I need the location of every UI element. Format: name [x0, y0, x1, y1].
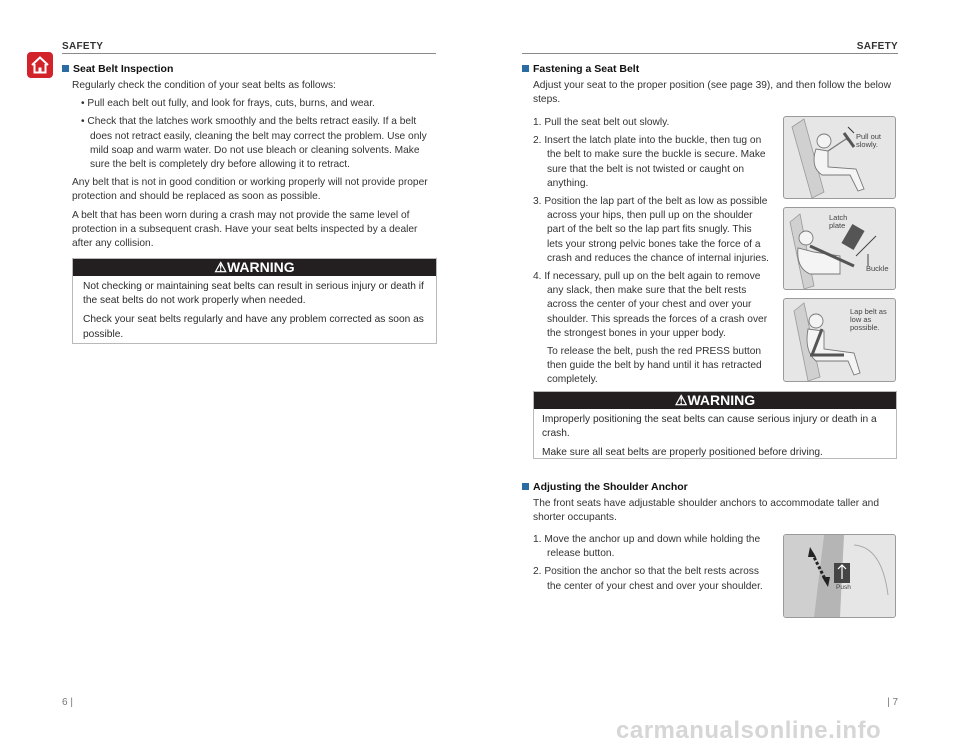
left-warning-text-2: Check your seat belts regularly and have any problem corrected as soon as possible.: [83, 314, 424, 340]
fastening-steps: [533, 116, 769, 388]
shoulder-anchor-illustration: [783, 534, 896, 618]
inspection-paragraph-2: A belt that has been worn during a crash may not provide the same level of protection in a subsequent crash. Have your seat belts inspected by a dealer after any collision.: [72, 209, 418, 250]
anchor-step-1: 1. Move the anchor up and down while holding the release button.: [533, 534, 761, 560]
right-warning-header: ⚠WARNING: [534, 392, 896, 409]
seated-person-pulling-belt-icon: [784, 117, 895, 198]
inspection-content: [72, 79, 436, 251]
shoulder-anchor-title: Adjusting the Shoulder Anchor: [522, 481, 688, 493]
fastening-step-4: 4. If necessary, pull up on the belt again to remove any slack, then make sure that the belt rests across the center of your chest and over your shoulder. This spreads the forces of a crash over the strongest bones in your upper body.: [533, 271, 768, 339]
left-warning-text-1: Not checking or maintaining seat belts can result in serious injury or death if the seat belts do not work properly when needed.: [83, 281, 424, 307]
latch-plate-caption: Latch plate: [829, 213, 848, 230]
watermark: carmanualsonline.info: [616, 717, 882, 744]
shoulder-anchor-icon: [784, 535, 895, 617]
section-marker-icon: [522, 483, 529, 490]
warning-triangle-icon: ⚠: [214, 259, 227, 275]
left-page-number: 6 |: [62, 697, 73, 708]
section-marker-icon: [62, 65, 69, 72]
right-warning-text-1: Improperly positioning the seat belts can cause serious injury or death in a crash.: [542, 414, 877, 440]
inspection-bullet-2: • Check that the latches work smoothly and the belts retract easily. If a belt does not retract easily, cleaning the belt may correct the problem. Use only mild soap and warm water. Do not use bleach or cleaning solvents. Make sure the belt is completely dry before allowing it to retract.: [81, 116, 427, 171]
section-marker-icon: [522, 65, 529, 72]
left-header-rule: [62, 53, 436, 54]
left-warning-header: ⚠WARNING: [73, 259, 436, 276]
home-button[interactable]: [27, 52, 53, 78]
anchor-step-2: 2. Position the anchor so that the belt rests across the center of your chest and over your shoulder.: [533, 566, 763, 592]
shoulder-anchor-intro: The front seats have adjustable shoulder anchors to accommodate taller and shorter occupants.: [533, 498, 880, 524]
warning-triangle-icon: ⚠: [674, 392, 688, 408]
inspection-paragraph-1: Any belt that is not in good condition or working properly will not provide proper protection and should be replaced as soon as possible.: [72, 177, 428, 203]
shoulder-anchor-steps: [533, 533, 769, 594]
lap-belt-caption: Lap belt as low as possible.: [850, 307, 887, 332]
inspection-bullet-1: • Pull each belt out fully, and look for frays, cuts, burns, and wear.: [81, 98, 375, 110]
right-warning-box: [533, 391, 897, 459]
push-caption: Push: [836, 584, 851, 591]
pull-out-illustration: [783, 116, 896, 199]
right-page-number: | 7: [887, 697, 898, 708]
latch-buckle-illustration: [783, 207, 896, 290]
right-page-header: SAFETY: [856, 41, 898, 52]
seat-belt-inspection-title: Seat Belt Inspection: [62, 63, 173, 75]
lap-belt-illustration: [783, 298, 896, 382]
right-warning-text-2: Make sure all seat belts are properly positioned before driving.: [542, 447, 823, 459]
fastening-step-1: 1. Pull the seat belt out slowly.: [533, 117, 670, 128]
right-header-rule: [522, 53, 898, 54]
inspection-intro: Regularly check the condition of your seat belts as follows:: [72, 80, 336, 91]
release-instruction: To release the belt, push the red PRESS button then guide the belt by hand until it has retracted completely.: [547, 346, 762, 386]
fastening-title: Fastening a Seat Belt: [522, 63, 639, 75]
buckle-caption: Buckle: [866, 264, 889, 273]
left-page-header: SAFETY: [62, 41, 104, 52]
pull-out-caption: Pull out slowly.: [856, 132, 882, 149]
home-icon: [27, 52, 53, 78]
fastening-step-3: 3. Position the lap part of the belt as low as possible across your hips, then pull up on the shoulder part of the belt so the lap part fits snugly. This lets your strong pelvic bones take the force of a crash and reduces the chance of internal injuries.: [533, 196, 769, 264]
fastening-intro: Adjust your seat to the proper position (see page 39), and then follow the below steps.: [533, 80, 891, 106]
left-warning-box: [72, 258, 437, 344]
fastening-step-2: 2. Insert the latch plate into the buckle, then tug on the belt to make sure the buckle is secure. Make sure that the belt is not twisted or caught on anything.: [533, 135, 766, 189]
